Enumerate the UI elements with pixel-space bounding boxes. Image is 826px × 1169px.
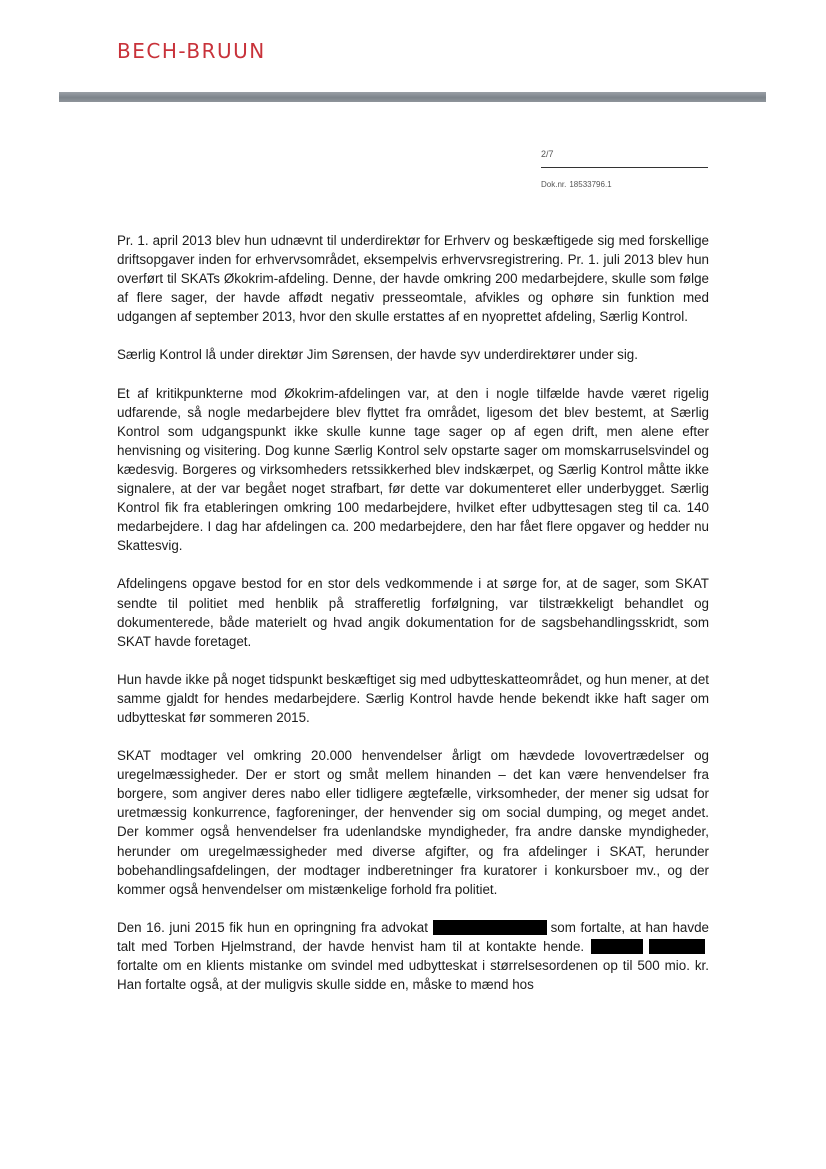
header-band bbox=[59, 92, 766, 102]
paragraph-2: Særlig Kontrol lå under direktør Jim Sørensen, der havde syv underdirektører under sig. bbox=[117, 347, 638, 363]
paragraph-7-part-c: fortalte om en klients mistanke om svindel med udbytteskat i størrelsesordenen op til 500 mio. kr. Han fortalte også, at der muligvis skulle sidde en, måske to mænd hos bbox=[117, 958, 709, 993]
doc-nr-label: Dok.nr. bbox=[541, 180, 567, 189]
page-number: 2/7 bbox=[541, 149, 554, 159]
redaction-box bbox=[649, 939, 705, 954]
paragraph-6: SKAT modtager vel omkring 20.000 henvendelser årligt om hævdede lovovertrædelser og uregelmæssigheder. Der er stort og småt mellem hinanden – det kan være henvendelser fra borgere, som angiver deres nabo eller tidligere ægtefælle, virksomheder, der mener sig udsat for uretmæssig konkurrence, fagforeninger, der henvender sig om social dumping, og meget andet. Der kommer også henvendelser fra udenlandske myndigheder, fra andre danske myndigheder, herunder om uregelmæssigheder med diverse afgifter, og fra afdelinger i SKAT, herunder bobehandlingsafdelingen, der modtager indberetninger fra kuratorer i konkursboer mv., og der kommer også henvendelser om mistænkelige forhold fra politiet. bbox=[117, 748, 709, 897]
paragraph-4: Afdelingens opgave bestod for en stor dels vedkommende i at sørge for, at de sager, som SKAT sendte til politiet med henblik på strafferetlig forfølgning, var tilstrækkeligt behandlet og dokumenterede, både materielt og hvad angik dokumentation for de sagsbehandlingsskridt, som SKAT havde foretaget. bbox=[117, 576, 709, 649]
paragraph-7-part-b: som fortalte, at han havde talt med Torben Hjelmstrand, der havde henvist ham til at kontakte hende. bbox=[117, 919, 709, 954]
paragraph-5: Hun havde ikke på noget tidspunkt beskæftiget sig med udbytteskatteområdet, og hun mener, at det samme gjaldt for hendes medarbejdere. Særlig Kontrol havde hende bekendt ikke haft sager om udbytteskat før sommeren 2015. bbox=[117, 671, 709, 725]
paragraph-7-part-a: Den 16. juni 2015 fik hun en opringning fra advokat bbox=[117, 919, 428, 935]
doc-nr-value: 18533796.1 bbox=[569, 180, 612, 189]
paragraph-7 bbox=[117, 918, 709, 994]
paragraph-1: Pr. 1. april 2013 blev hun udnævnt til underdirektør for Erhverv og beskæftigede sig med forskellige driftsopgaver inden for erhvervsområdet, eksempelvis erhvervsregistrering. Pr. 1. juli 2013 blev hun overført til SKATs Økokrim-afdeling. Denne, der havde omkring 200 medarbejdere, skulle som følge af flere sager, der havde affødt negativ presseomtale, afvikles og ophøre sin funktion med udgangen af september 2013, hvor den skulle erstattes af en nyoprettet afdeling, Særlig Kontrol. bbox=[117, 233, 709, 325]
paragraph-3: Et af kritikpunkterne mod Økokrim-afdelingen var, at den i nogle tilfælde havde været rigelig udfarende, så nogle medarbejdere blev flyttet fra området, ligesom det blev bestemt, at Særlig Kontrol som udgangspunkt ikke skulle kunne tage sager op af egen drift, men alene efter henvisning og visitering. Dog kunne Særlig Kontrol selv opstarte sager om momskarruselsvindel og kædesvig. Borgeres og virksomheders retssikkerhed blev indskærpet, og Særlig Kontrol måtte ikke signalere, at der var begået noget strafbart, før dette var dokumenteret eller underbygget. Særlig Kontrol fik fra etableringen omkring 100 medarbejdere, hvilket efter udbyttesagen steg til ca. 140 medarbejdere. I dag har afdelingen ca. 200 medarbejdere, den har fået flere opgaver og hedder nu Skattesvig. bbox=[117, 385, 709, 554]
document-number bbox=[541, 180, 615, 189]
meta-divider bbox=[541, 167, 708, 168]
document-body bbox=[117, 231, 709, 1013]
redaction-box bbox=[591, 939, 643, 954]
company-logo: BECH-BRUUN bbox=[117, 39, 266, 63]
redaction-box bbox=[433, 920, 547, 935]
